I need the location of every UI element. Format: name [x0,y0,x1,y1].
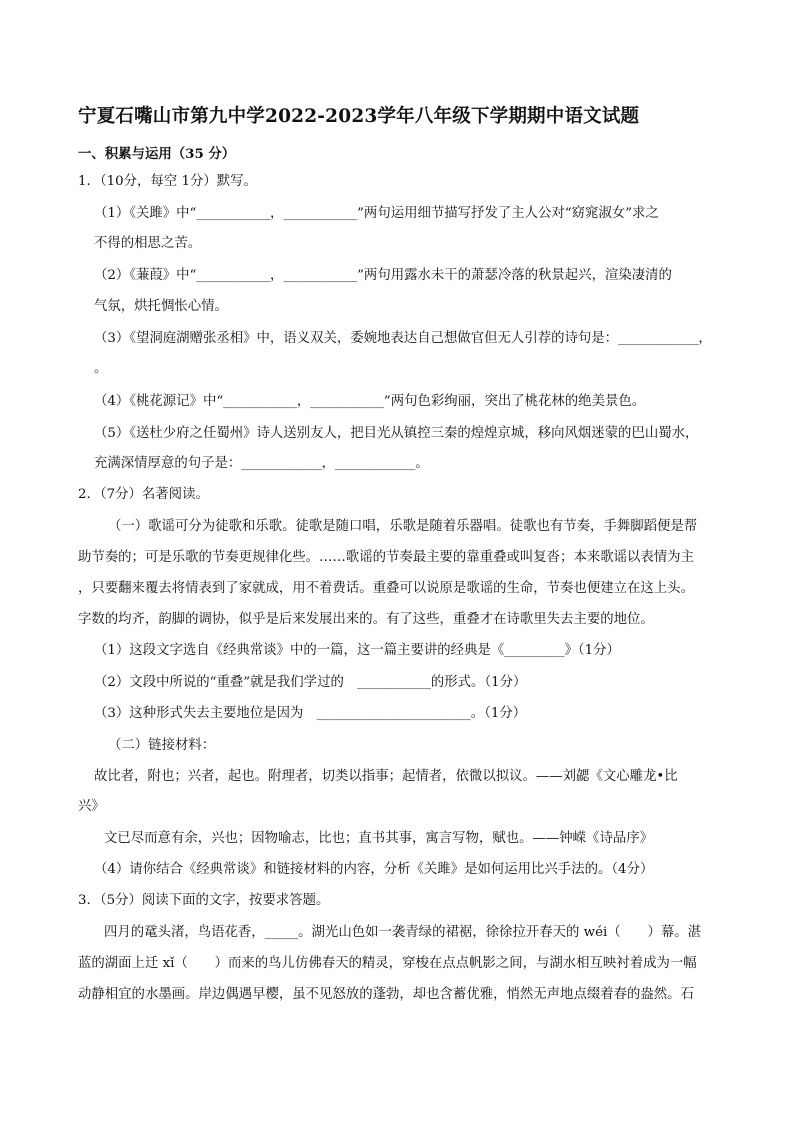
q3-passage-line-3: 动静相宜的水墨画。岸边偶遇早樱，虽不见怒放的蓬勃，却也含蓄优雅，悄然无声地点缀着春的盎然。石 [78,987,694,1002]
question-3-heading: 3．（5分）阅读下面的文字，按要求答题。 [78,893,330,908]
q2-material-2: 文已尽而意有余，兴也；因物喻志，比也；直书其事，寓言写物，赋也。——钟嵘《诗品序》 [104,831,654,846]
section-heading: 一、积累与运用（35 分） [78,146,236,162]
q2-subquestion-1: （1）这段文字选自《经典常谈》中的一篇，这一篇主要讲的经典是《_________》（1分） [94,643,620,658]
q1-item-3: （3）《望洞庭湖赠张丞相》中，语义双关，委婉地表达自己想做官但无人引荐的诗句是：____________， [94,331,712,346]
q1-item-5: （5）《送杜少府之任蜀州》诗人送别友人，把目光从镇控三秦的煌煌京城，移向风烟迷蒙的巴山蜀水， [94,426,699,441]
q2-material-1: 故比者，附也；兴者，起也。附理者，切类以指事；起情者，依微以拟议。——刘勰《文心雕龙•比 [94,769,678,784]
q1-item-1: （1）《关雎》中“___________，___________”两句运用细节描写抒发了主人公对“窈窕淑女”求之 [94,206,659,221]
page-title: 宁夏石嘴山市第九中学2022-2023学年八年级下学期期中语文试题 [78,106,640,127]
q2-subquestion-3: （3）这种形式失去主要地位是因为 _______________________。（1分） [94,706,527,721]
q1-item-2: （2）《蒹葭》中“___________，___________”两句用露水未干的萧瑟冷落的秋景起兴，渲染凄清的 [94,268,672,283]
q3-passage-line-2: 蓝的湖面上迁 xǐ（ ）而来的鸟儿仿佛春天的精灵，穿梭在点点帆影之间，与湖水相互映衬着成为一幅 [78,956,697,971]
q1-item-5-cont: 充满深情厚意的句子是：____________，____________。 [94,456,429,471]
q2-passage-line-1: （一）歌谣可分为徒歌和乐歌。徒歌是随口唱，乐歌是随着乐器唱。徒歌也有节奏，手舞脚蹈便是帮 [108,519,698,534]
q1-item-1-cont: 不得的相思之苦。 [94,236,202,251]
q2-passage-line-2: 助节奏的；可是乐歌的节奏更规律化些。……歌谣的节奏最主要的靠重叠或叫复沓；本来歌谣以表情为主 [78,550,694,565]
q2-subquestion-2: （2）文段中所说的“重叠”就是我们学过的 ___________的形式。（1分） [94,675,527,690]
q2-passage-line-3: ，只要翻来覆去将情表到了家就成，用不着费话。重叠可以说原是歌谣的生命，节奏也便建立在这上头。 [78,581,694,596]
q2-subquestion-4: （4）请你结合《经典常谈》和链接材料的内容，分析《关雎》是如何运用比兴手法的。（4分） [94,862,654,877]
question-1-heading: 1．（10分，每空 1分）默写。 [78,174,257,189]
question-2-heading: 2．（7分）名著阅读。 [78,487,209,502]
q2-passage-line-4: 字数的均齐，韵脚的调协，似乎是后来发展出来的。有了这些，重叠才在诗歌里失去主要的地位。 [78,612,654,627]
q3-passage-line-1: 四月的鼋头渚，鸟语花香，_____。湖光山色如一袭青绿的裙裾，徐徐拉开春天的 wéi（ ）幕。湛 [104,925,702,940]
q1-item-2-cont: 气氛，烘托惆怅心情。 [94,299,228,314]
q1-item-3-cont: 。 [94,361,108,376]
q2-material-1-cont: 兴》 [78,799,105,814]
q1-item-4: （4）《桃花源记》中“___________，___________”两句色彩绚丽，突出了桃花林的绝美景色。 [94,394,646,409]
q2-link-heading: （二）链接材料： [108,738,216,753]
